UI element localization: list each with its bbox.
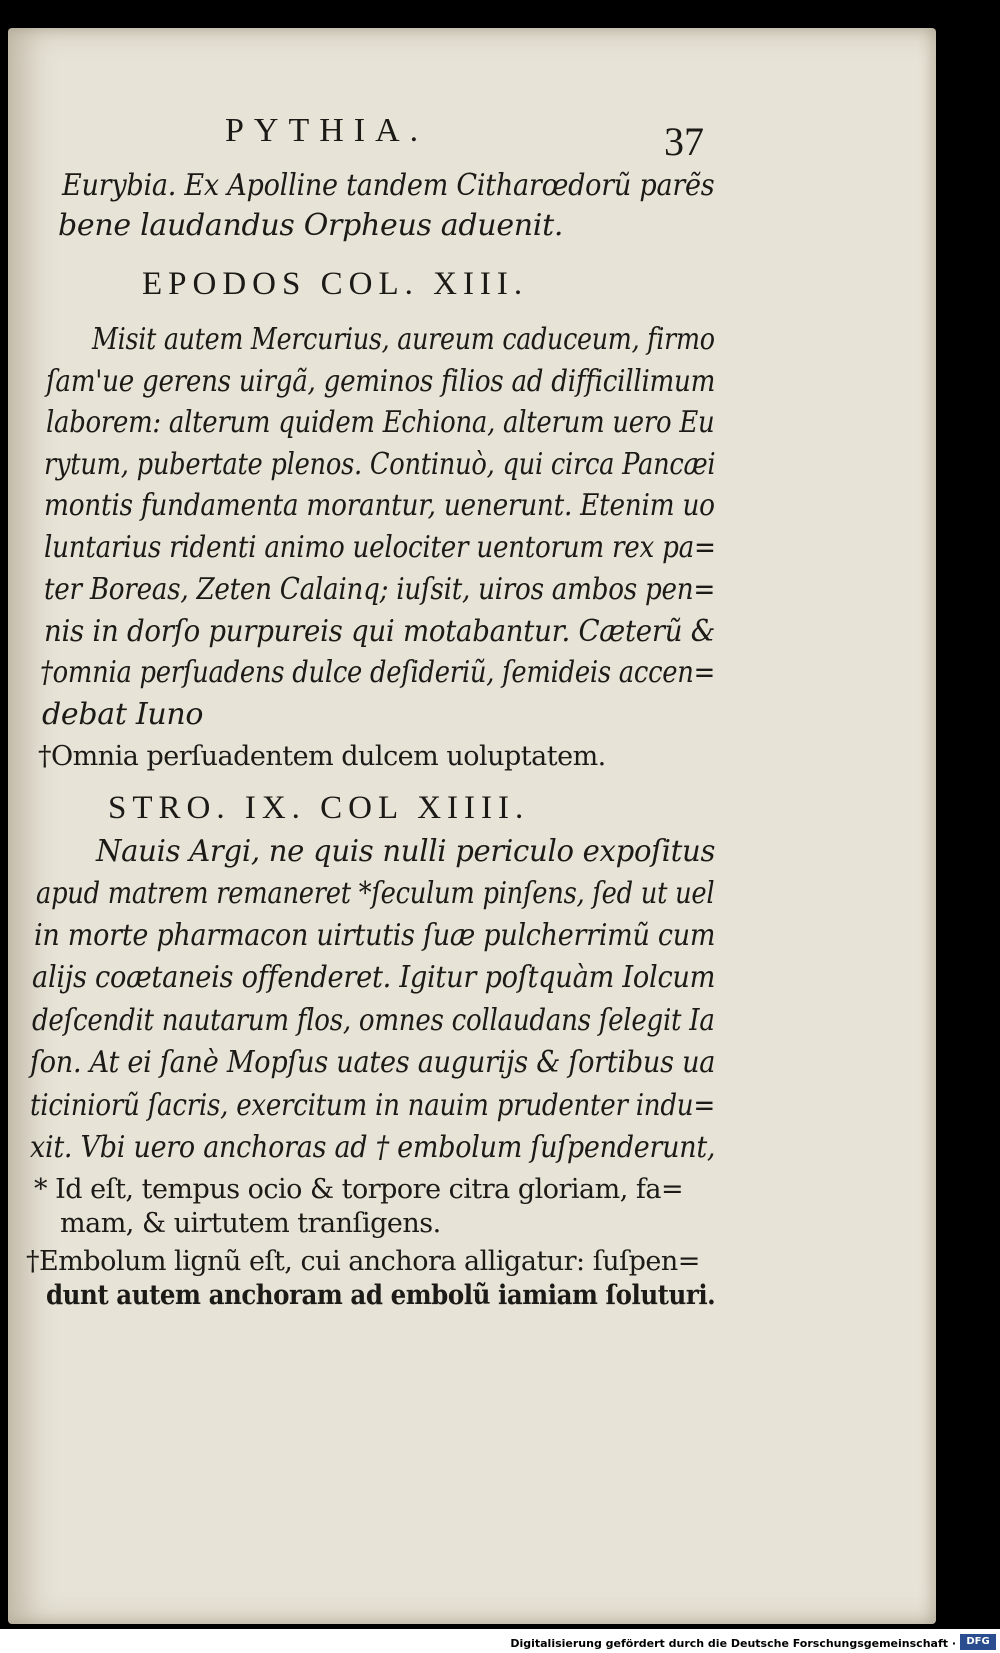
section-heading: EPODOS COL. XIII. <box>142 266 529 302</box>
text-line: in morte pharmacon uirtutis ſuæ pulcherrimũ cum <box>34 918 716 953</box>
text-line: luntarius ridenti animo uelociter uentorum rex pa= <box>44 530 716 565</box>
text-line: ſon. At ei ſanè Mopſus uates augurijs & ſortibus ua <box>30 1045 716 1080</box>
footnote: mam, & uirtutem tranſigens. <box>60 1208 441 1239</box>
text-line: ticiniorũ ſacris, exercitum in nauim prudenter indu= <box>30 1088 715 1123</box>
text-line: montis fundamenta morantur, uenerunt. Etenim uo <box>44 488 715 523</box>
text-line: nis in dorſo purpureis qui motabantur. Cæterũ & <box>44 614 716 649</box>
section-heading: STRO. IX. COL XIIII. <box>108 790 530 826</box>
funding-credit: Digitalisierung gefördert durch die Deutsche Forschungsgemeinschaft · <box>510 1637 956 1650</box>
text-line: rytum, pubertate plenos. Continuò, qui circa Pancæi <box>44 447 716 482</box>
text-line: alijs coætaneis offenderet. Igitur poſtquàm Iolcum <box>32 960 716 995</box>
text-line: xit. Vbi uero anchoras ad † embolum ſuſpenderunt, <box>30 1130 716 1165</box>
text-line: bene laudandus Orpheus aduenit. <box>58 208 564 243</box>
marginal-note: †Omnia perſuadentem dulcem uoluptatem. <box>38 741 606 772</box>
text-line: Nauis Argi, ne quis nulli periculo expoſitus <box>96 834 716 869</box>
footnote: * Id eſt, tempus ocio & torpore citra gloriam, fa= <box>34 1174 684 1205</box>
text-line: debat Iuno <box>42 697 204 732</box>
running-head: PYTHIA. <box>225 112 429 149</box>
text-line: †omnia perſuadens dulce deſideriũ, ſemideis accen= <box>40 655 716 690</box>
page-number: 37 <box>664 119 704 164</box>
footnote: dunt autem anchoram ad embolũ iamiam ſoluturi. <box>46 1280 716 1311</box>
text-line: ter Boreas, Zeten Calainq; iuſsit, uiros ambos pen= <box>44 572 716 607</box>
footer-bar <box>0 1629 1000 1653</box>
text-line: apud matrem remaneret *ſeculum pinſens, ſed ut uel <box>36 876 715 911</box>
text-line: Eurybia. Ex Apolline tandem Citharœdorũ parẽs <box>62 168 715 203</box>
footnote: †Embolum lignũ eſt, cui anchora alligatur: ſuſpen= <box>26 1246 700 1277</box>
text-line: deſcendit nautarum flos, omnes collaudans ſelegit Ia <box>32 1003 715 1038</box>
dfg-logo-icon: DFG <box>960 1634 996 1650</box>
text-line: Misit autem Mercurius, aureum caduceum, firmo <box>92 322 715 357</box>
text-line: ſam'ue gerens uirgã, geminos filios ad difficillimum <box>46 364 716 399</box>
text-line: laborem: alterum quidem Echiona, alterum uero Eu <box>46 405 715 440</box>
